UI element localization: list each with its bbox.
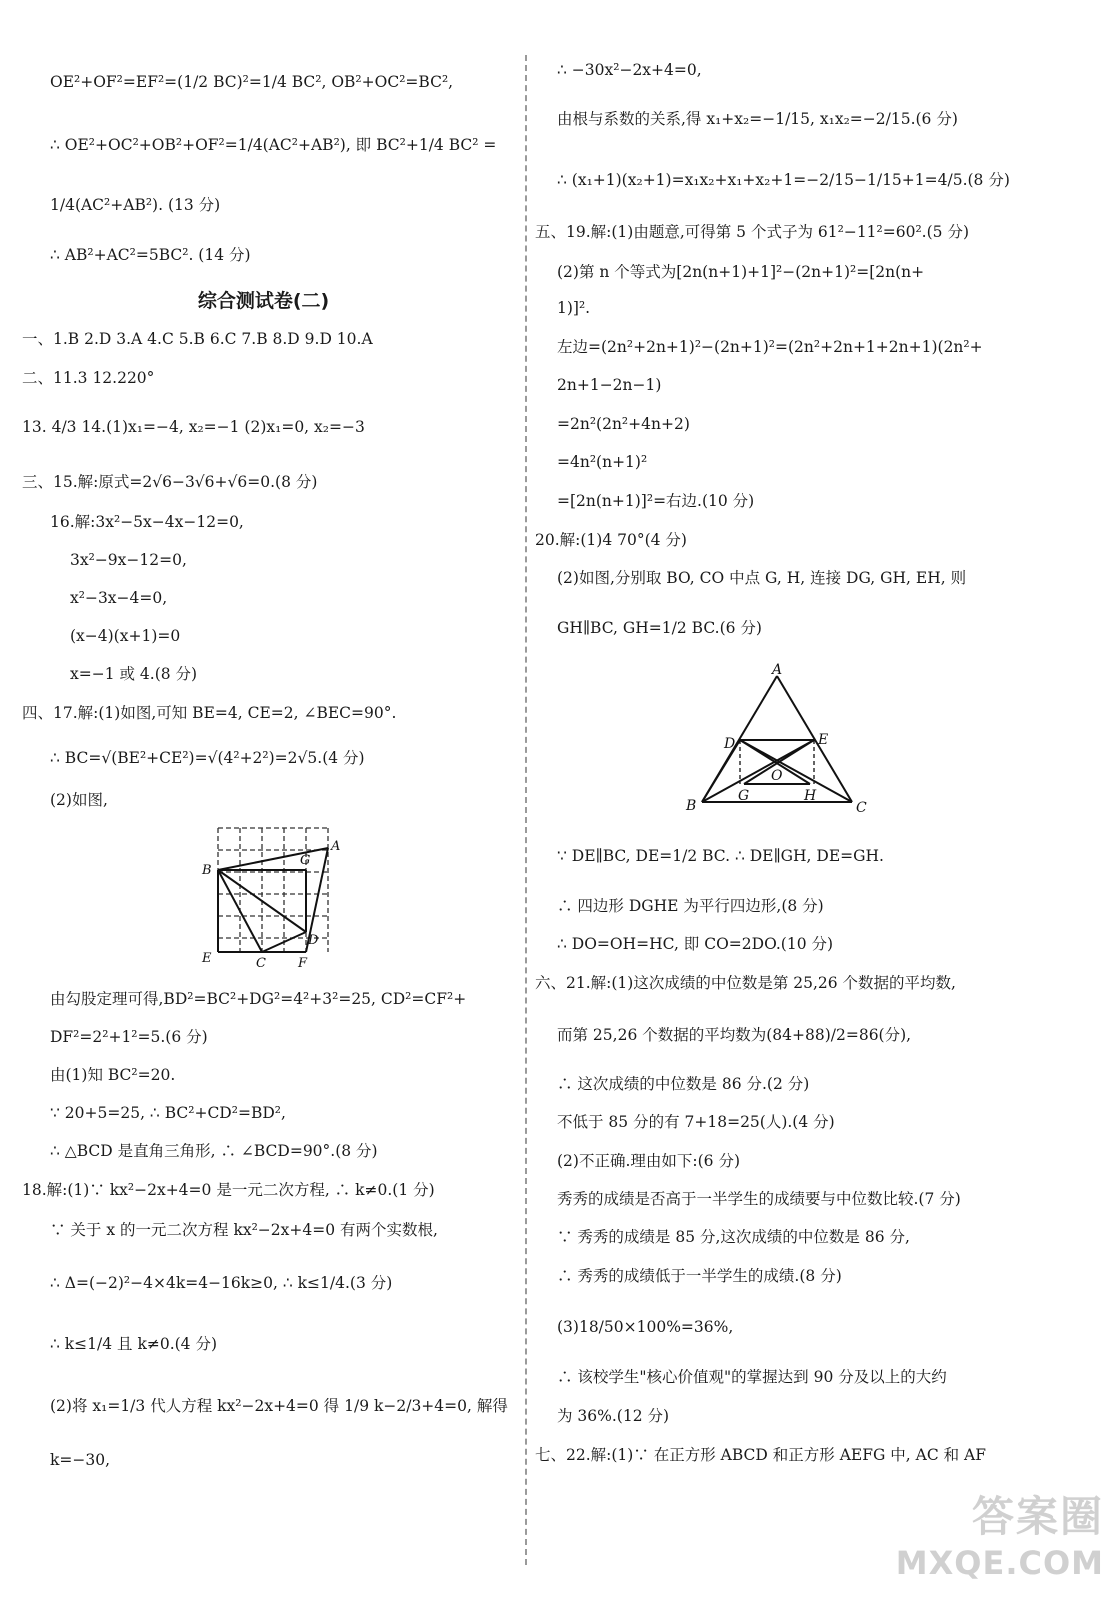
q21-line: 为 36%.(12 分) [557, 1407, 670, 1425]
text-line: 1/4(AC²+AB²). (13 分) [50, 196, 221, 214]
q18-line: ∴ −30x²−2x+4=0, [557, 61, 702, 79]
q18-line: ∴ k≤1/4 且 k≠0.(4 分) [50, 1335, 218, 1353]
text-line: OE²+OF²=EF²=(1/2 BC)²=1/4 BC², OB²+OC²=BC², [50, 73, 454, 91]
q21-line: 六、21.解:(1)这次成绩的中位数是第 25,26 个数据的平均数, [535, 974, 956, 992]
q17-line: DF²=2²+1²=5.(6 分) [50, 1028, 208, 1046]
triangle-label: G [738, 788, 750, 804]
q16-line: x²−3x−4=0, [70, 589, 168, 607]
q17-line: ∴ △BCD 是直角三角形, ∴ ∠BCD=90°.(8 分) [50, 1142, 378, 1160]
q18-line: 18.解:(1)∵ kx²−2x+4=0 是一元二次方程, ∴ k≠0.(1 分) [22, 1181, 435, 1199]
q17-line: ∴ BC=√(BE²+CE²)=√(4²+2²)=2√5.(4 分) [50, 749, 365, 767]
q21-line: 而第 25,26 个数据的平均数为(84+88)/2=86(分), [557, 1026, 912, 1044]
text-line: ∴ AB²+AC²=5BC². (14 分) [50, 246, 251, 264]
triangle-figure [682, 662, 882, 822]
q21-line: ∵ 秀秀的成绩是 85 分,这次成绩的中位数是 86 分, [557, 1228, 910, 1246]
q19-line: (2)第 n 个等式为[2n(n+1)+1]²−(2n+1)²=[2n(n+ [557, 263, 925, 281]
q21-line: ∴ 该校学生"核心价值观"的掌握达到 90 分及以上的大约 [557, 1368, 947, 1386]
q15-line: 三、15.解:原式=2√6−3√6+√6=0.(8 分) [22, 473, 318, 491]
q19-line: 2n+1−2n−1) [557, 376, 662, 394]
watermark-url: MXQE.COM [895, 1544, 1104, 1582]
q17-line: 四、17.解:(1)如图,可知 BE=4, CE=2, ∠BEC=90°. [22, 704, 397, 722]
q18-line: k=−30, [50, 1451, 111, 1469]
q18-line: 由根与系数的关系,得 x₁+x₂=−1/15, x₁x₂=−2/15.(6 分) [557, 110, 958, 128]
q21-line: 不低于 85 分的有 7+18=25(人).(4 分) [557, 1113, 835, 1131]
answer-line: 二、11.3 12.220° [22, 369, 155, 387]
triangle-label: D [724, 736, 736, 752]
triangle-label: O [771, 768, 783, 784]
triangle-label: E [818, 732, 829, 748]
q20-line: GH∥BC, GH=1/2 BC.(6 分) [557, 619, 762, 637]
q21-line: (2)不正确.理由如下:(6 分) [557, 1152, 740, 1170]
grid-label: F [298, 956, 308, 970]
section-title: 综合测试卷(二) [197, 290, 330, 312]
watermark-text: 答案圈 [971, 1492, 1104, 1541]
q16-line: x=−1 或 4.(8 分) [70, 665, 198, 683]
q18-line: (2)将 x₁=1/3 代人方程 kx²−2x+4=0 得 1/9 k−2/3+4=0, 解得 [50, 1397, 508, 1415]
q21-line: 秀秀的成绩是否高于一半学生的成绩要与中位数比较.(7 分) [557, 1190, 961, 1208]
q16-line: 3x²−9x−12=0, [70, 551, 187, 569]
answer-line: 一、1.B 2.D 3.A 4.C 5.B 6.C 7.B 8.D 9.D 10.A [22, 330, 373, 348]
q19-line: =[2n(n+1)]²=右边.(10 分) [557, 492, 755, 510]
q17-line: ∵ 20+5=25, ∴ BC²+CD²=BD², [50, 1104, 286, 1122]
q19-line: 五、19.解:(1)由题意,可得第 5 个式子为 61²−11²=60².(5 分) [535, 223, 969, 241]
answer-line: 13. 4/3 14.(1)x₁=−4, x₂=−1 (2)x₁=0, x₂=−3 [22, 418, 365, 436]
q19-line: =2n²(2n²+4n+2) [557, 415, 690, 433]
q16-line: 16.解:3x²−5x−4x−12=0, [50, 513, 244, 531]
grid-label: C [256, 956, 266, 970]
q21-line: ∴ 这次成绩的中位数是 86 分.(2 分) [557, 1075, 810, 1093]
q20-line: ∴ DO=OH=HC, 即 CO=2DO.(10 分) [557, 935, 834, 953]
q18-line: ∴ (x₁+1)(x₂+1)=x₁x₂+x₁+x₂+1=−2/15−1/15+1=4/5.(8 分) [557, 171, 1010, 189]
text-line: ∴ OE²+OC²+OB²+OF²=1/4(AC²+AB²), 即 BC²+1/4 BC² = [50, 136, 497, 154]
q19-line: 1)]². [557, 299, 591, 317]
grid-label: A [331, 839, 341, 854]
q20-line: (2)如图,分别取 BO, CO 中点 G, H, 连接 DG, GH, EH, 则 [557, 569, 967, 587]
right-column [527, 0, 1114, 1600]
q21-line: ∴ 秀秀的成绩低于一半学生的成绩.(8 分) [557, 1267, 842, 1285]
triangle-label: C [856, 800, 867, 816]
grid-label: D [308, 933, 319, 948]
q18-line: ∴ Δ=(−2)²−4×4k=4−16k≥0, ∴ k≤1/4.(3 分) [50, 1274, 393, 1292]
grid-label: E [202, 951, 212, 966]
watermark-logo [896, 1484, 1104, 1582]
q20-line: ∵ DE∥BC, DE=1/2 BC. ∴ DE∥GH, DE=GH. [557, 847, 884, 865]
triangle-label: H [804, 788, 817, 804]
grid-label: G [300, 853, 311, 868]
q16-line: (x−4)(x+1)=0 [70, 627, 181, 645]
q19-line: 左边=(2n²+2n+1)²−(2n+1)²=(2n²+2n+1+2n+1)(2n²+ [557, 338, 983, 356]
q20-line: 20.解:(1)4 70°(4 分) [535, 531, 687, 549]
q17-line: 由勾股定理可得,BD²=BC²+DG²=4²+3²=25, CD²=CF²+ [50, 990, 467, 1008]
q17-line: 由(1)知 BC²=20. [50, 1066, 176, 1084]
triangle-label: B [686, 798, 697, 814]
left-column [0, 0, 527, 1600]
q19-line: =4n²(n+1)² [557, 453, 648, 471]
q17-line: (2)如图, [50, 791, 108, 809]
grid-figure [200, 820, 350, 970]
q21-line: (3)18/50×100%=36%, [557, 1318, 734, 1336]
q22-line: 七、22.解:(1)∵ 在正方形 ABCD 和正方形 AEFG 中, AC 和 AF [535, 1446, 986, 1464]
triangle-label: A [772, 662, 783, 678]
q18-line: ∵ 关于 x 的一元二次方程 kx²−2x+4=0 有两个实数根, [50, 1221, 438, 1239]
q20-line: ∴ 四边形 DGHE 为平行四边形,(8 分) [557, 897, 824, 915]
grid-label: B [202, 863, 212, 878]
